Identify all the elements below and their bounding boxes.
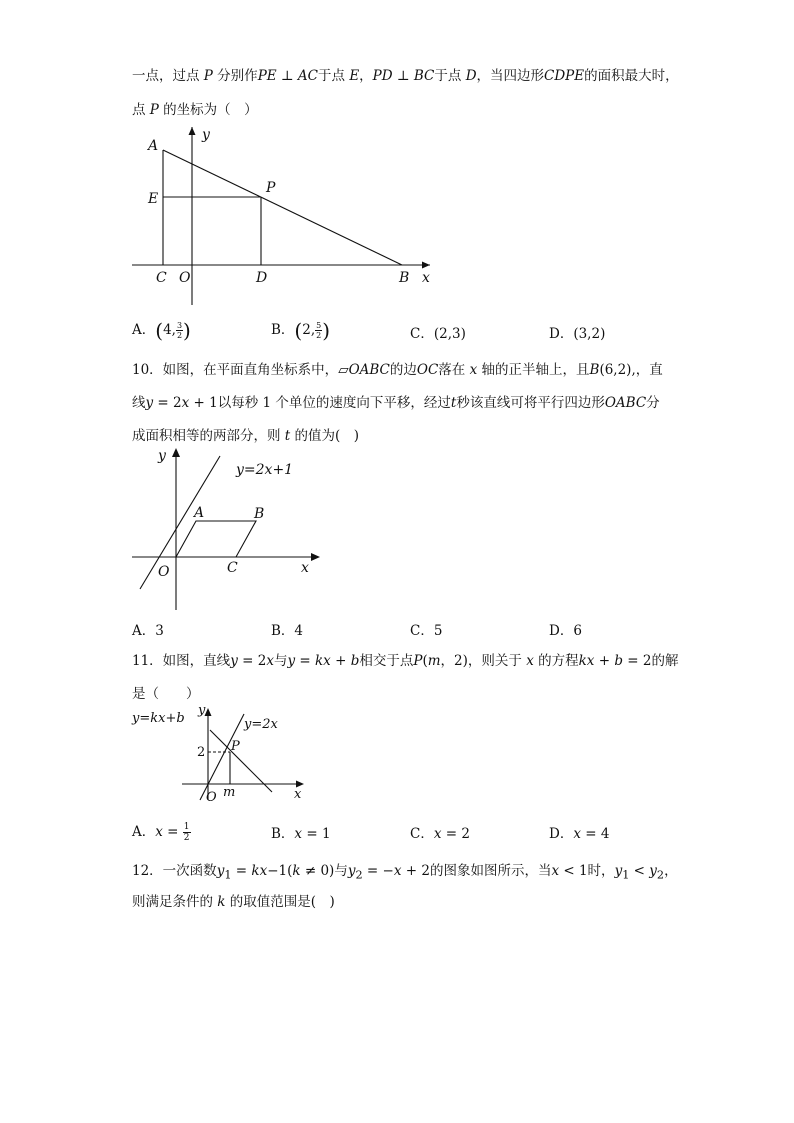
q11-option-d[interactable]: D．x = 4 [549,826,610,842]
label-y: y [198,703,206,718]
q11-option-b[interactable]: B．x = 1 [271,826,331,842]
label-C: C [227,560,238,576]
q11-stem-line-1: 11．如图，直线y = 2x与y = kx + b相交于点P(m，2)，则关于 x 的方程kx + b = 2的解 [132,653,679,669]
label-x: x [301,560,309,576]
q10-option-b[interactable]: B．4 [271,623,304,639]
q10-option-d[interactable]: D．6 [549,623,582,639]
label-O: O [179,270,191,286]
label-y: y [202,127,210,143]
q9-option-d[interactable]: D．(3,2) [549,326,606,342]
fraction: $\frac{5}{2}$ [316,321,322,340]
label-2: 2 [197,745,206,760]
label-A: A [194,505,205,521]
y-axis-arrow [189,127,196,135]
label-P: P [266,180,276,196]
y-axis-arrow [172,448,180,457]
x-axis-arrow [422,262,430,269]
q11-option-a[interactable]: A．x = $\frac{1}{2}$ [132,822,190,843]
x-axis-arrow [311,553,320,561]
label-C: C [156,270,167,286]
q9-option-c[interactable]: C．(2,3) [410,326,466,342]
q10-figure [130,444,330,614]
y-axis-arrow [205,708,212,716]
q10-stem-line-1: 10．如图，在平面直角坐标系中，▱OABC的边OC落在 x 轴的正半轴上，且B(6,2),，直 [132,362,663,378]
q9-stem-line-2: 点 P 的坐标为（ ） [132,102,258,118]
q9-figure [130,125,440,310]
label-E: E [148,191,159,207]
label-B: B [399,270,410,286]
label-m: m [223,785,236,800]
q10-option-c[interactable]: C．5 [410,623,443,639]
q12-stem-line-2: 则满足条件的 k 的取值范围是( ) [132,894,335,910]
fraction: $\frac{3}{2}$ [176,321,183,340]
label-x: x [422,270,430,286]
q10-stem-line-3: 成面积相等的两部分，则 t 的值为( ) [132,428,360,444]
label-A: A [148,138,159,154]
line-y-kx-plus-b [210,730,272,792]
label-x: x [294,787,302,802]
label-O: O [158,564,170,580]
label-eq-2x: y=2x [244,717,278,732]
q10-stem-line-2: 线y = 2x + 1以每秒 1 个单位的速度向下平移，经过t秒该直线可将平行四边形OABC分 [132,395,660,411]
label-y: y [158,448,166,464]
q11-figure [130,700,310,810]
label-D: D [256,270,268,286]
q11-option-c[interactable]: C．x = 2 [410,826,470,842]
q9-option-a[interactable]: A．(4, $\frac{3}{2}$ ) [132,318,191,343]
line-y-2x-plus-1 [140,456,220,589]
q12-stem-line-1: 12．一次函数$y_1 = kx-1(k \ne 0)$与$y_2 = -x + 2$的图象如图所示，当x < 1时，$y_1 < y_2$， [132,863,678,882]
label-B: B [254,506,265,522]
label-eq-kx-b: y=kx+b [132,711,185,726]
q9-option-b[interactable]: B．(2, $\frac{5}{2}$ ) [271,318,331,343]
segment-AB [163,150,402,265]
fraction: $\frac{1}{2}$ [183,822,190,843]
line-equation: y=2x+1 [236,462,294,478]
q9-stem-line-1: 一点，过点 P 分别作PE ⊥ AC于点 E，PD ⊥ BC于点 D，当四边形CDPE的面积最大时， [132,68,679,84]
q10-option-a[interactable]: A．3 [132,623,164,639]
label-O: O [206,790,217,805]
parallelogram-OABC [176,521,256,557]
label-P: P [231,739,240,754]
q11-stem-line-2: 是（ ） [132,686,200,702]
